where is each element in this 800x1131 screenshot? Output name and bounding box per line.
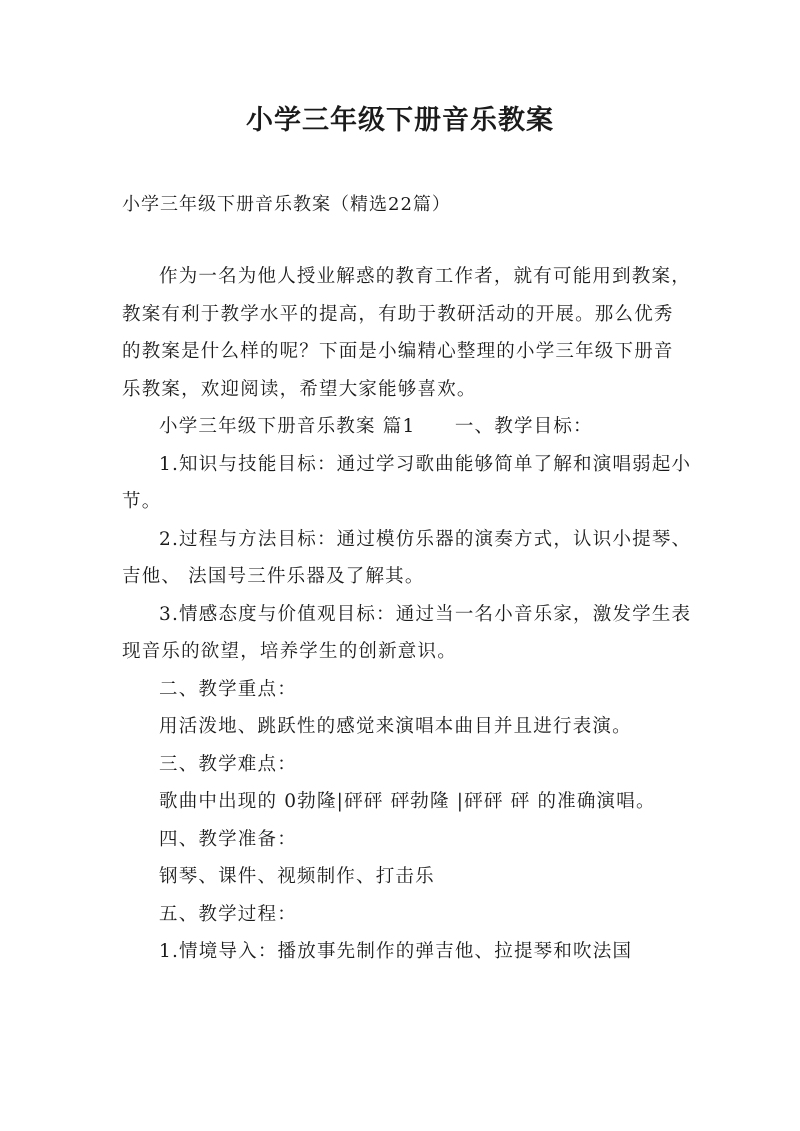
difficulties-text: 歌曲中出现的 0勃隆|砰砰 砰勃隆 |砰砰 砰 的准确演唱。	[159, 791, 656, 812]
preparation-text: 钢琴、课件、视频制作、打击乐	[159, 866, 435, 887]
document-title: 小学三年级下册音乐教案	[246, 105, 554, 136]
goal-emotion-values: 3.情感态度与价值观目标：通过当一名小音乐家，激发学生表现音乐的欲望，培养学生的创新意识。	[122, 603, 692, 662]
section-heading-difficulties: 三、教学难点：	[159, 753, 297, 775]
section-heading-key-points: 二、教学重点：	[159, 678, 297, 700]
document-body	[122, 258, 692, 971]
section-heading-lesson-1: 小学三年级下册音乐教案 篇1 一、教学目标：	[159, 416, 593, 437]
goal-knowledge-skills: 1.知识与技能目标：通过学习歌曲能够简单了解和演唱弱起小节。	[122, 453, 692, 512]
goal-process-methods: 2.过程与方法目标：通过模仿乐器的演奏方式，认识小提琴、吉他、 法国号三件乐器及了解其。	[122, 528, 692, 587]
key-points-text: 用活泼地、跳跃性的感觉来演唱本曲目并且进行表演。	[159, 716, 632, 737]
process-step-1: 1.情境导入：播放事先制作的弹吉他、拉提琴和吹法国	[159, 941, 633, 962]
section-heading-preparation: 四、教学准备：	[159, 828, 297, 850]
section-heading-process: 五、教学过程：	[159, 903, 297, 925]
intro-paragraph: 作为一名为他人授业解惑的教育工作者，就有可能用到教案，教案有利于教学水平的提高，有助于教研活动的开展。那么优秀的教案是什么样的呢？下面是小编精心整理的小学三年级下册音乐教案，欢迎阅读，希望大家能够喜欢。	[122, 266, 691, 400]
document-subtitle: 小学三年级下册音乐教案（精选22篇）	[122, 194, 451, 215]
